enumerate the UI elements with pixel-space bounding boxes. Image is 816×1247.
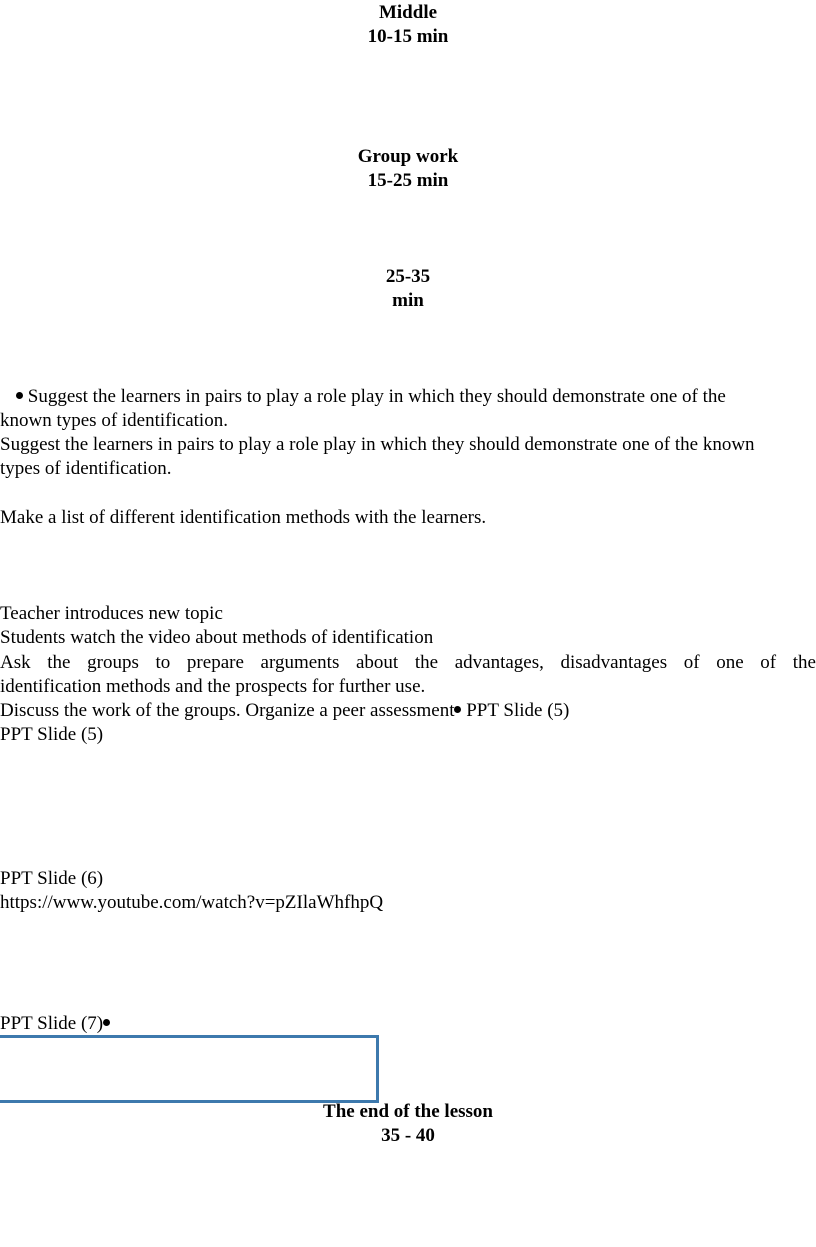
role-play-bulleted: Suggest the learners in pairs to play a role play in which they should demonstrate one of the bbox=[16, 385, 726, 409]
empty-table-cell bbox=[0, 1035, 379, 1103]
end-time: 35 - 40 bbox=[381, 1125, 435, 1146]
end-title: The end of the lesson bbox=[323, 1101, 493, 1122]
video-link[interactable] bbox=[0, 891, 383, 915]
bullet-icon bbox=[16, 392, 23, 399]
stage-time: 10-15 min bbox=[367, 26, 449, 47]
bullet-icon bbox=[454, 706, 461, 713]
discuss-slide: PPT Slide (5) bbox=[466, 700, 570, 721]
stage-name: 25-35 bbox=[385, 266, 431, 287]
role-play-line2: types of identification. bbox=[0, 458, 172, 479]
end-of-lesson bbox=[0, 1100, 816, 1148]
ask-groups-line1: Ask the groups to prepare arguments about the advantages, disadvantages of one of the bbox=[0, 652, 816, 673]
resource-slide-5: PPT Slide (5) bbox=[0, 724, 104, 745]
teacher-intro: Teacher introduces new topic bbox=[0, 603, 223, 624]
role-play-bulleted-cont: known types of identification. bbox=[0, 410, 228, 431]
stage-time: 15-25 min bbox=[367, 170, 449, 191]
make-list: Make a list of different identification methods with the learners. bbox=[0, 507, 487, 528]
stage-name: Middle bbox=[378, 2, 438, 23]
video-url[interactable]: https://www.youtube.com/watch?v=pZIlaWhfhpQ bbox=[0, 892, 384, 913]
discuss-line bbox=[0, 699, 569, 723]
role-play-line1: Suggest the learners in pairs to play a role play in which they should demonstrate one of the known bbox=[0, 434, 755, 455]
students-watch: Students watch the video about methods of identification bbox=[0, 627, 434, 648]
bullet-icon bbox=[103, 1019, 110, 1026]
stage-third bbox=[0, 265, 816, 313]
stage-name: Group work bbox=[357, 146, 459, 167]
stage-time: min bbox=[392, 290, 424, 311]
resource-slide-7: PPT Slide (7) bbox=[0, 1012, 110, 1036]
discuss-text: Discuss the work of the groups. Organize a peer assessment bbox=[0, 700, 455, 721]
stage-group-work bbox=[0, 145, 816, 193]
resource-slide-6: PPT Slide (6) bbox=[0, 868, 104, 889]
ask-groups-line2: identification methods and the prospects for further use. bbox=[0, 676, 426, 697]
stage-middle bbox=[0, 1, 816, 49]
